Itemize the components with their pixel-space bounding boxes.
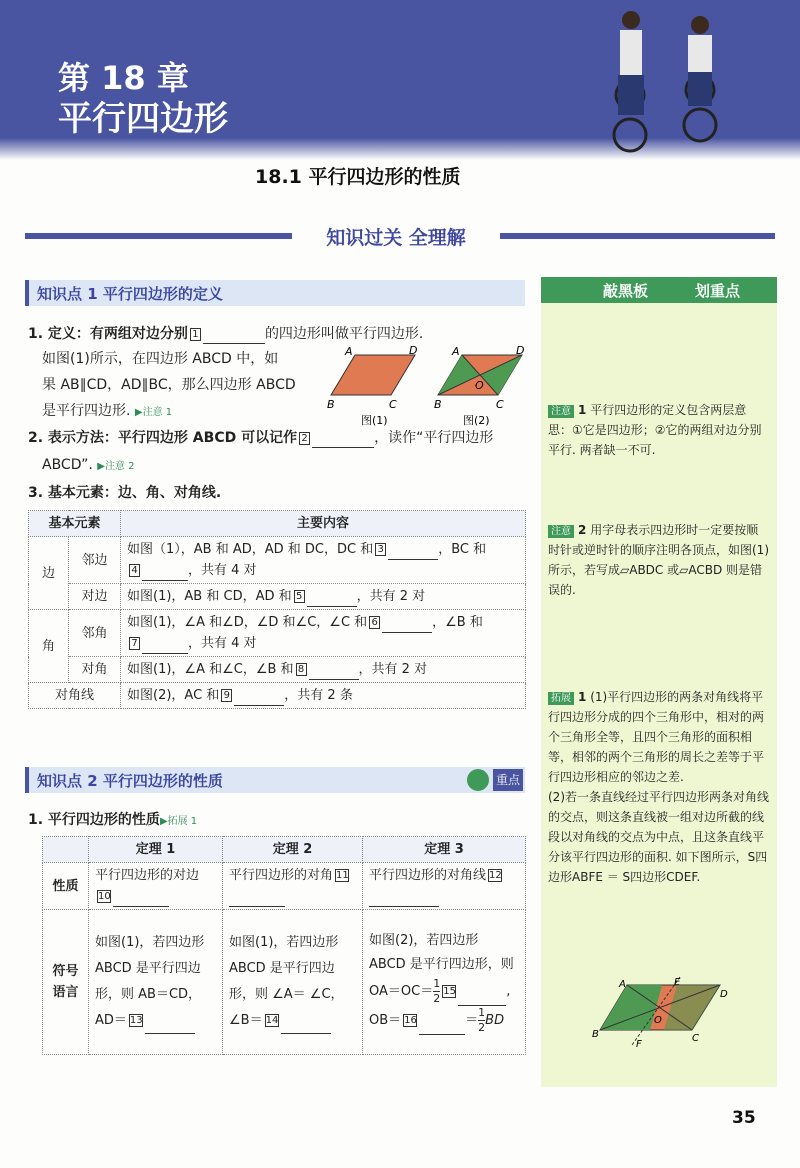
section-title: 18.1 平行四边形的性质 xyxy=(255,166,461,188)
t1-r1-content xyxy=(121,537,526,584)
t1-r2-a: 如图(1)，AB 和 CD，AD 和 xyxy=(127,589,292,604)
t1-r3-content xyxy=(121,610,526,657)
banner-text: 知识过关 全理解 xyxy=(326,226,466,249)
note1-link[interactable]: ▶注意 1 xyxy=(134,407,173,418)
fig1-label-c: C xyxy=(389,398,397,411)
sidebar-title-1: 敲黑板 xyxy=(603,282,649,300)
fig2-label-c: C xyxy=(496,398,504,411)
blank-line-5[interactable] xyxy=(307,591,357,607)
properties-table xyxy=(42,836,526,1055)
frac2-den: 2 xyxy=(478,1021,486,1034)
sidebar-figure xyxy=(592,975,732,1050)
fig2-label-d: D xyxy=(516,345,525,357)
sfig-d: D xyxy=(720,989,728,1000)
figure-1 xyxy=(323,345,423,430)
kp1-item1-l2: 如图(1)所示，在四边形 ABCD 中，如 xyxy=(42,351,279,367)
note2-text: 用字母表示四边形时一定要按顺时针或逆时针的顺序注明各顶点，如图(1)所示，若写成▱ABDC 或▱ACBD 则是错误的. xyxy=(548,523,769,597)
t2-s2 xyxy=(223,910,363,1055)
target-icon xyxy=(467,769,489,791)
t1-r5-b: ，共有 2 条 xyxy=(284,688,353,703)
t1-r3-c: ，共有 4 对 xyxy=(188,636,257,651)
frac1-den: 2 xyxy=(433,992,441,1005)
sidebar-note-1 xyxy=(548,400,770,460)
frac1-num: 1 xyxy=(433,977,441,990)
t2-s3-frac1 xyxy=(433,977,440,1006)
expand1-text-b: (2)若一条直线经过平行四边形两条对角线的交点，则这条直线被一组对边所截的线段以对角线的交点为中点，且这条直线平分该平行四边形的面积. 如下图所示，S四边形ABFE ＝ S四边形CDEF. xyxy=(548,790,769,884)
t2-p1-text: 平行四边形的对边 xyxy=(95,868,200,883)
fig1-label-b: B xyxy=(327,398,335,411)
t2-p2 xyxy=(223,863,363,910)
blank-num-12: 12 xyxy=(489,870,502,881)
blank-line-9[interactable] xyxy=(234,690,284,706)
t1-r1-a: 如图（1），AB 和 AD，AD 和 DC，DC 和 xyxy=(127,542,374,557)
blank-line-13[interactable] xyxy=(145,1018,195,1034)
blank-line-2[interactable] xyxy=(312,432,374,448)
kp1-item1-l3: 果 AB∥CD，AD∥BC，那么四边形 ABCD xyxy=(42,377,296,393)
note1-tag xyxy=(548,405,574,418)
kp1-item2 xyxy=(28,428,493,448)
sfig-c: C xyxy=(692,1033,699,1044)
t1-r3-a: 如图(1)，∠A 和∠D，∠D 和∠C，∠C 和 xyxy=(127,615,368,630)
t1-head-2: 主要内容 xyxy=(121,511,526,537)
t2-s3-d: ＝ xyxy=(465,1013,479,1028)
blank-num-2: 2 xyxy=(299,432,310,445)
blank-line-12[interactable] xyxy=(369,891,439,907)
t2-s1 xyxy=(89,910,223,1055)
sfig-o: O xyxy=(654,1015,662,1026)
t2-s2-a: 如图(1)，若四边形 ABCD 是平行四边形，则 ∠A＝ ∠C， xyxy=(229,935,344,1002)
blank-num-14: 14 xyxy=(265,1015,279,1026)
fig1-label-a: A xyxy=(345,345,353,358)
page-number: 35 xyxy=(732,1108,756,1128)
fig2-caption: 图(2) xyxy=(463,414,490,427)
t2-s1-b: AD＝ xyxy=(95,1013,127,1028)
t2-row2-name: 符号语言 xyxy=(43,910,89,1055)
kp1-item2-b: ，读作“平行四边形 xyxy=(374,430,494,446)
t1-r4-name: 对角 xyxy=(69,657,121,683)
expand1-text-a: (1)平行四边形的两条对角线将平行四边形分成的四个三角形中，相对的两个三角形全等，且四个三角形的面积相等，相邻的两个三角形的周长之差等于平行四边形相应的邻边之差. xyxy=(548,690,765,784)
kp1-item1-a: 1. 定义：有两组对边分别 xyxy=(28,326,188,342)
t2-head-3: 定理 3 xyxy=(363,837,526,863)
t1-r3-name: 邻角 xyxy=(69,610,121,657)
t1-r2-b: ，共有 2 对 xyxy=(356,589,426,604)
sfig-e: E xyxy=(674,977,681,988)
kp1-item1 xyxy=(28,324,423,344)
chapter-name: 平行四边形 xyxy=(58,99,228,139)
t1-r5-name: 对角线 xyxy=(29,683,121,709)
kp1-title: 知识点 1 平行四边形的定义 xyxy=(37,285,223,303)
blank-line-4[interactable] xyxy=(142,565,188,581)
expand1-tag xyxy=(548,692,574,705)
kp2-item1-wrap xyxy=(28,810,197,832)
expand1-num: 1 xyxy=(578,690,587,704)
t1-r4-b: ，共有 2 对 xyxy=(358,662,428,677)
blank-line-15[interactable] xyxy=(458,990,506,1006)
fig1-label-d: D xyxy=(409,345,418,357)
note2-num: 2 xyxy=(578,523,587,537)
blank-num-15: 15 xyxy=(443,986,456,997)
fig2-label-a: A xyxy=(452,345,460,358)
t1-r2-content xyxy=(121,584,526,610)
t1-r2-name: 对边 xyxy=(69,584,121,610)
kp1-item2-l2-wrap xyxy=(42,455,135,477)
t2-head-2: 定理 2 xyxy=(223,837,363,863)
blank-num-7: 7 xyxy=(129,637,140,650)
sfig-a: A xyxy=(619,979,626,990)
kp1-item1-l4: 是平行四边形. xyxy=(42,403,131,419)
fig1-caption: 图(1) xyxy=(361,414,388,427)
kp1-item1-b: 的四边形叫做平行四边形. xyxy=(264,326,424,342)
frac2-num: 1 xyxy=(478,1006,486,1019)
key-point-badge: 重点 xyxy=(493,769,523,791)
blank-line-3[interactable] xyxy=(388,544,438,560)
t2-corner xyxy=(43,837,89,863)
note2-link[interactable]: ▶注意 2 xyxy=(97,461,135,472)
note1-num: 1 xyxy=(578,403,587,417)
kp1-item1-l4-wrap xyxy=(42,401,172,423)
sidebar-panel xyxy=(541,277,777,1087)
note2-tag xyxy=(548,525,574,538)
blank-line-6[interactable] xyxy=(382,617,432,633)
basic-elements-table xyxy=(28,510,526,709)
t2-s3-a: 如图(2)，若四边形 ABCD 是平行四边形，则 xyxy=(369,933,514,972)
t1-r4-a: 如图(1)，∠A 和∠C，∠B 和 xyxy=(127,662,294,677)
t2-s3-bd: BD xyxy=(485,1013,505,1028)
t1-head-1: 基本元素 xyxy=(29,511,121,537)
blank-line-11[interactable] xyxy=(229,891,285,907)
blank-num-4: 4 xyxy=(129,564,140,577)
kp2-item1: 1. 平行四边形的性质 xyxy=(28,812,160,828)
t1-bian: 边 xyxy=(29,537,69,610)
kp1-item3: 3. 基本元素：边、角、对角线. xyxy=(28,485,222,501)
t2-row1-name: 性质 xyxy=(43,863,89,910)
t1-r1-c: ，共有 4 对 xyxy=(188,563,257,578)
sidebar-title-2: 划重点 xyxy=(695,282,741,300)
t1-r4-content xyxy=(121,657,526,683)
fig2-label-b: B xyxy=(434,398,442,411)
banner-line-right xyxy=(497,233,775,239)
note1-text: 平行四边形的定义包含两层意思：①它是四边形；②它的两组对边分别平行. 两者缺一不可. xyxy=(548,403,762,457)
blank-num-5: 5 xyxy=(294,590,305,603)
kp1-item2-a: 2. 表示方法：平行四边形 ABCD 可以记作 xyxy=(28,430,298,446)
section-banner xyxy=(292,220,500,252)
t2-head-1: 定理 1 xyxy=(89,837,223,863)
chapter-number: 第 18 章 xyxy=(58,59,189,97)
blank-line-16[interactable] xyxy=(419,1019,465,1035)
t2-s3-c: OB＝ xyxy=(369,1013,402,1028)
t2-p3 xyxy=(363,863,526,910)
blank-num-13: 13 xyxy=(129,1015,143,1026)
blank-line-7[interactable] xyxy=(142,638,188,654)
blank-line-14[interactable] xyxy=(281,1018,331,1034)
sfig-b: B xyxy=(592,1029,599,1040)
blank-num-9: 9 xyxy=(221,689,232,702)
blank-num-6: 6 xyxy=(369,616,380,629)
t1-r5-a: 如图(2)，AC 和 xyxy=(127,688,220,703)
sidebar-note-2 xyxy=(548,520,770,600)
t1-jiao: 角 xyxy=(29,610,69,683)
t2-s1-a: 如图(1)，若四边形 ABCD 是平行四边形，则 AB＝CD， xyxy=(95,935,205,1002)
t2-s3-b: OA＝OC＝ xyxy=(369,984,434,999)
blank-line-8[interactable] xyxy=(309,664,359,680)
fig2-label-o: O xyxy=(475,379,484,392)
blank-num-16: 16 xyxy=(404,1015,417,1026)
t2-p1 xyxy=(89,863,223,910)
banner-line-left xyxy=(25,233,295,239)
blank-num-1: 1 xyxy=(190,328,201,341)
sidebar-title-bar xyxy=(541,277,777,303)
blank-line-1[interactable] xyxy=(203,328,265,344)
blank-line-10[interactable] xyxy=(113,891,169,907)
blank-num-10: 10 xyxy=(98,891,111,902)
sidebar-expand-1 xyxy=(548,687,770,887)
blank-num-11: 11 xyxy=(336,870,349,881)
kp1-item2-l2: ABCD”. xyxy=(42,457,93,473)
kp1-bar xyxy=(25,280,525,306)
blank-num-3: 3 xyxy=(375,543,386,556)
sfig-f: F xyxy=(636,1039,642,1050)
t1-r3-b: ，∠B 和 xyxy=(432,615,483,630)
kp2-title: 知识点 2 平行四边形的性质 xyxy=(37,772,223,790)
note1-tag-label: 注意 xyxy=(551,406,571,417)
expand1-link[interactable]: ▶拓展 1 xyxy=(159,816,198,827)
t1-r1-name: 邻边 xyxy=(69,537,121,584)
kp2-bar xyxy=(25,767,525,793)
t1-r5-content xyxy=(121,683,526,709)
t2-p2-text: 平行四边形的对角 xyxy=(229,868,334,883)
note2-tag-label: 注意 xyxy=(551,526,571,537)
t1-r1-b: ，BC 和 xyxy=(438,542,487,557)
expand1-tag-label: 拓展 xyxy=(551,693,571,704)
t2-p3-text: 平行四边形的对角线 xyxy=(369,868,487,883)
t2-s3: 如图(2)，若四边形 ABCD 是平行四边形，则 OA＝OC＝ $\frac{1}{2}$ 15 , OB＝ 16 ＝ $\frac{1}{2}$ BD xyxy=(363,910,526,1055)
blank-num-8: 8 xyxy=(296,663,307,676)
t2-s2-b: ∠B＝ xyxy=(229,1013,263,1028)
cyclists-illustration xyxy=(600,0,740,170)
figure-2 xyxy=(430,345,530,430)
